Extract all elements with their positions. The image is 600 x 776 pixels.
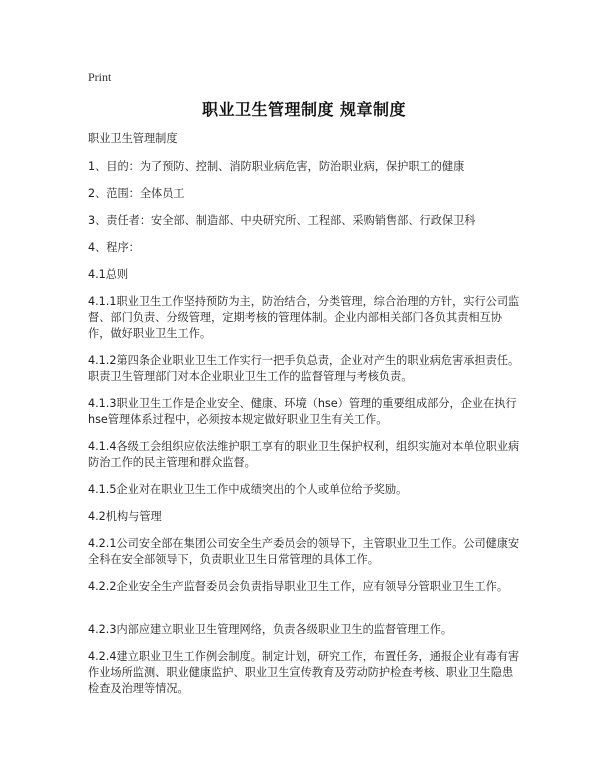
paragraph-4-1-3: 4.1.3职业卫生工作是企业安全、健康、环境（hse）管理的重要组成部分，企业在执行hse管理体系过程中，必须按本规定做好职业卫生有关工作。 bbox=[88, 397, 517, 426]
paragraph-4-1-5: 4.1.5企业对在职业卫生工作中成绩突出的个人或单位给予奖励。 bbox=[88, 483, 408, 496]
paragraph-4-2-3: 4.2.3内部应建立职业卫生管理网络，负责各级职业卫生的监督管理工作。 bbox=[88, 623, 453, 636]
paragraph-4-1-2: 4.1.2第四条企业职业卫生工作实行一把手负总责，企业对产生的职业病危害承担责任。职责卫生管理部门对本企业职业卫生工作的监督管理与考核负责。 bbox=[88, 354, 520, 383]
subsection-heading: 4.1总则 bbox=[88, 268, 129, 281]
paragraph-4-2-4: 4.2.4建立职业卫生工作例会制度。制定计划，研究工作，布置任务，通报企业有毒有害作业场所监测、职业健康监护、职业卫生宣传教育及劳动防护检查考核、职业卫生隐患检查及治理等情况。 bbox=[88, 650, 520, 695]
paragraph-purpose: 1、目的：为了预防、控制、消防职业病危害，防治职业病，保护职工的健康 bbox=[88, 160, 465, 173]
subsection-heading: 4.2机构与管理 bbox=[88, 510, 162, 523]
paragraph-4-2-1: 4.2.1公司安全部在集团公司安全生产委员会的领导下，主管职业卫生工作。公司健康安全科在安全部领导下，负责职业卫生日常管理的具体工作。 bbox=[88, 537, 520, 566]
paragraph-4-1-1: 4.1.1职业卫生工作坚持预防为主，防治结合，分类管理，综合治理的方针，实行公司监督、部门负责、分级管理，定期考核的管理体制。企业内部相关部门各负其责相互协作，做好职业卫生工作。 bbox=[88, 295, 520, 340]
page-title: 职业卫生管理制度 规章制度 bbox=[201, 100, 407, 119]
print-label: Print bbox=[88, 70, 112, 84]
paragraph-responsible: 3、责任者：安全部、制造部、中央研究所、工程部、采购销售部、行政保卫科 bbox=[88, 214, 476, 227]
paragraph-4-2-2: 4.2.2企业安全生产监督委员会负责指导职业卫生工作，应有领导分管职业卫生工作。 bbox=[88, 580, 509, 593]
paragraph-4-1-4: 4.1.4各级工会组织应依法维护职工享有的职业卫生保护权利，组织实施对本单位职业病防治工作的民主管理和群众监督。 bbox=[88, 440, 520, 469]
section-heading: 职业卫生管理制度 bbox=[88, 132, 178, 145]
paragraph-scope: 2、范围：全体员工 bbox=[88, 187, 185, 200]
paragraph-procedure: 4、程序： bbox=[88, 241, 140, 254]
